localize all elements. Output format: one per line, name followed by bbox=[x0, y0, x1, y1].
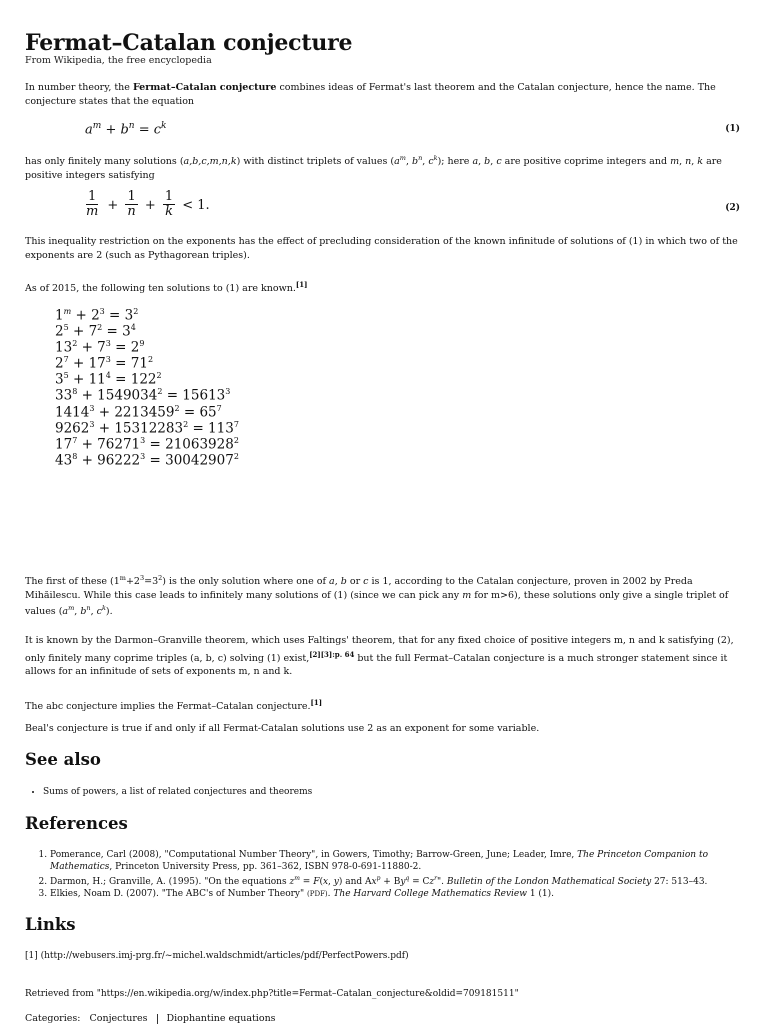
equation-1: $a^m + b^n = c^k$ bbox=[85, 121, 167, 138]
category-link[interactable]: Conjectures bbox=[89, 1013, 148, 1024]
references-list bbox=[25, 849, 745, 900]
page-title: Fermat–Catalan conjecture bbox=[25, 30, 353, 56]
intro-paragraph: In number theory, the Fermat–Catalan conjecture combines ideas of Fermat's last theorem and the Catalan conjecture, hence the name. The conjecture states that the equation bbox=[25, 82, 716, 107]
equation-2-number: (2) bbox=[725, 203, 740, 213]
solutions-list bbox=[55, 306, 239, 467]
see-also-link[interactable]: Sums of powers, a list of related conjectures and theorems bbox=[43, 787, 313, 797]
solution-7: $1414^3 + 2213459^2 = 65^7$ bbox=[55, 403, 222, 421]
see-also-list bbox=[25, 786, 745, 798]
solution-8: $9262^3 + 15312283^2 = 113^7$ bbox=[55, 419, 239, 437]
solution-5: $3^5 + 11^4 = 122^2$ bbox=[55, 371, 162, 388]
category-link[interactable]: Diophantine equations bbox=[166, 1013, 276, 1024]
solution-4: $2^7 + 17^3 = 71^2$ bbox=[55, 355, 154, 372]
paragraph-7: The abc conjecture implies the Fermat–Catalan conjecture.[1] bbox=[25, 698, 323, 713]
paragraph-5: The first of these $(1^m+2^3=3^2)$ is the only solution where one of a, b or c is 1, according to the Catalan conjecture, proven in 2002 by Preda Mihăilescu. While this case leads to infinitely many solutions of (1) (since we can pick any m for m>6), these solutions only give a single triplet of values ($a^m$, $b^n$, $c^k$). bbox=[25, 574, 729, 618]
solution-1: $1^m + 2^3 = 3^2$ bbox=[55, 307, 139, 324]
reference-item: 3. Elkies, Noam D. (2007). "The ABC's of Number Theory" (PDF). The Harvard College Mathematics Review 1 (1). bbox=[50, 888, 745, 900]
paragraph-4: As of 2015, the following ten solutions to (1) are known.[1] bbox=[25, 280, 308, 295]
links-heading: Links bbox=[25, 915, 76, 934]
see-also-heading: See also bbox=[25, 750, 101, 769]
solution-6: $33^8 + 1549034^2 = 15613^3$ bbox=[55, 387, 231, 404]
paragraph-6: It is known by the Darmon–Granville theorem, which uses Faltings' theorem, that for any fixed choice of positive integers m, n and k satisfying (2), only finitely many coprime triples (a, b, c) solving (1) exist,$^{[2][3]:p. 64}$ but the full Fermat–Catalan conjecture is a much stronger statement since it allows for an infinitude of sets of exponents m, n and k. bbox=[25, 635, 734, 678]
page-subtitle: From Wikipedia, the free encyclopedia bbox=[25, 55, 212, 66]
external-link[interactable]: [1] (http://webusers.imj-prg.fr/~michel.waldschmidt/articles/pdf/PerfectPowers.pdf) bbox=[25, 951, 409, 961]
paragraph-2: has only finitely many solutions (a,b,c,m,n,k) with distinct triplets of values ($a^m$, $b^n$, $c^k$); here a, b, c are positive coprime integers and m, n, k are positive integers satisfying bbox=[25, 154, 722, 181]
reference-item: 1. Pomerance, Carl (2008), "Computational Number Theory", in Gowers, Timothy; Barrow-Green, June; Leader, Imre, The Princeton Companion to Mathematics, Princeton University Press, pp. 361–362, ISBN 978-0-691-11880-2. bbox=[50, 849, 745, 873]
solution-10: $43^8 + 96222^3 = 30042907^2$ bbox=[55, 451, 239, 469]
category-separator bbox=[157, 1014, 158, 1024]
paragraph-8: Beal's conjecture is true if and only if all Fermat-Catalan solutions use 2 as an exponent for some variable. bbox=[25, 723, 540, 734]
paragraph-3: This inequality restriction on the exponents has the effect of precluding consideration of the known infinitude of solutions of (1) in which two of the exponents are 2 (such as Pythagorean triples). bbox=[25, 236, 738, 261]
categories-label: Categories: bbox=[25, 1013, 81, 1024]
references-heading: References bbox=[25, 814, 128, 833]
equation-1-number: (1) bbox=[725, 124, 740, 134]
equation-2: $\frac{1}{m}$ + $\frac{1}{n}$ + $\frac{1}{k}$ < 1. bbox=[86, 189, 210, 219]
reference-item: 2. Darmon, H.; Granville, A. (1995). "On the equations $z^m = F(x$, y) and $Ax^p + By^q = Cz^r$". Bulletin of the London Mathematical Society 27: 513–43. bbox=[50, 873, 745, 888]
retrieved-from: Retrieved from "https://en.wikipedia.org/w/index.php?title=Fermat–Catalan_conjecture&oldid=709181511" bbox=[25, 989, 519, 999]
categories-bar bbox=[25, 1013, 276, 1024]
solution-2: $2^5 + 7^2 = 3^4$ bbox=[55, 323, 136, 340]
solution-9: $17^7 + 76271^3 = 21063928^2$ bbox=[55, 435, 239, 453]
solution-3: $13^2 + 7^3 = 2^9$ bbox=[55, 339, 145, 356]
see-also-item[interactable] bbox=[43, 786, 745, 798]
links-list bbox=[25, 950, 745, 962]
